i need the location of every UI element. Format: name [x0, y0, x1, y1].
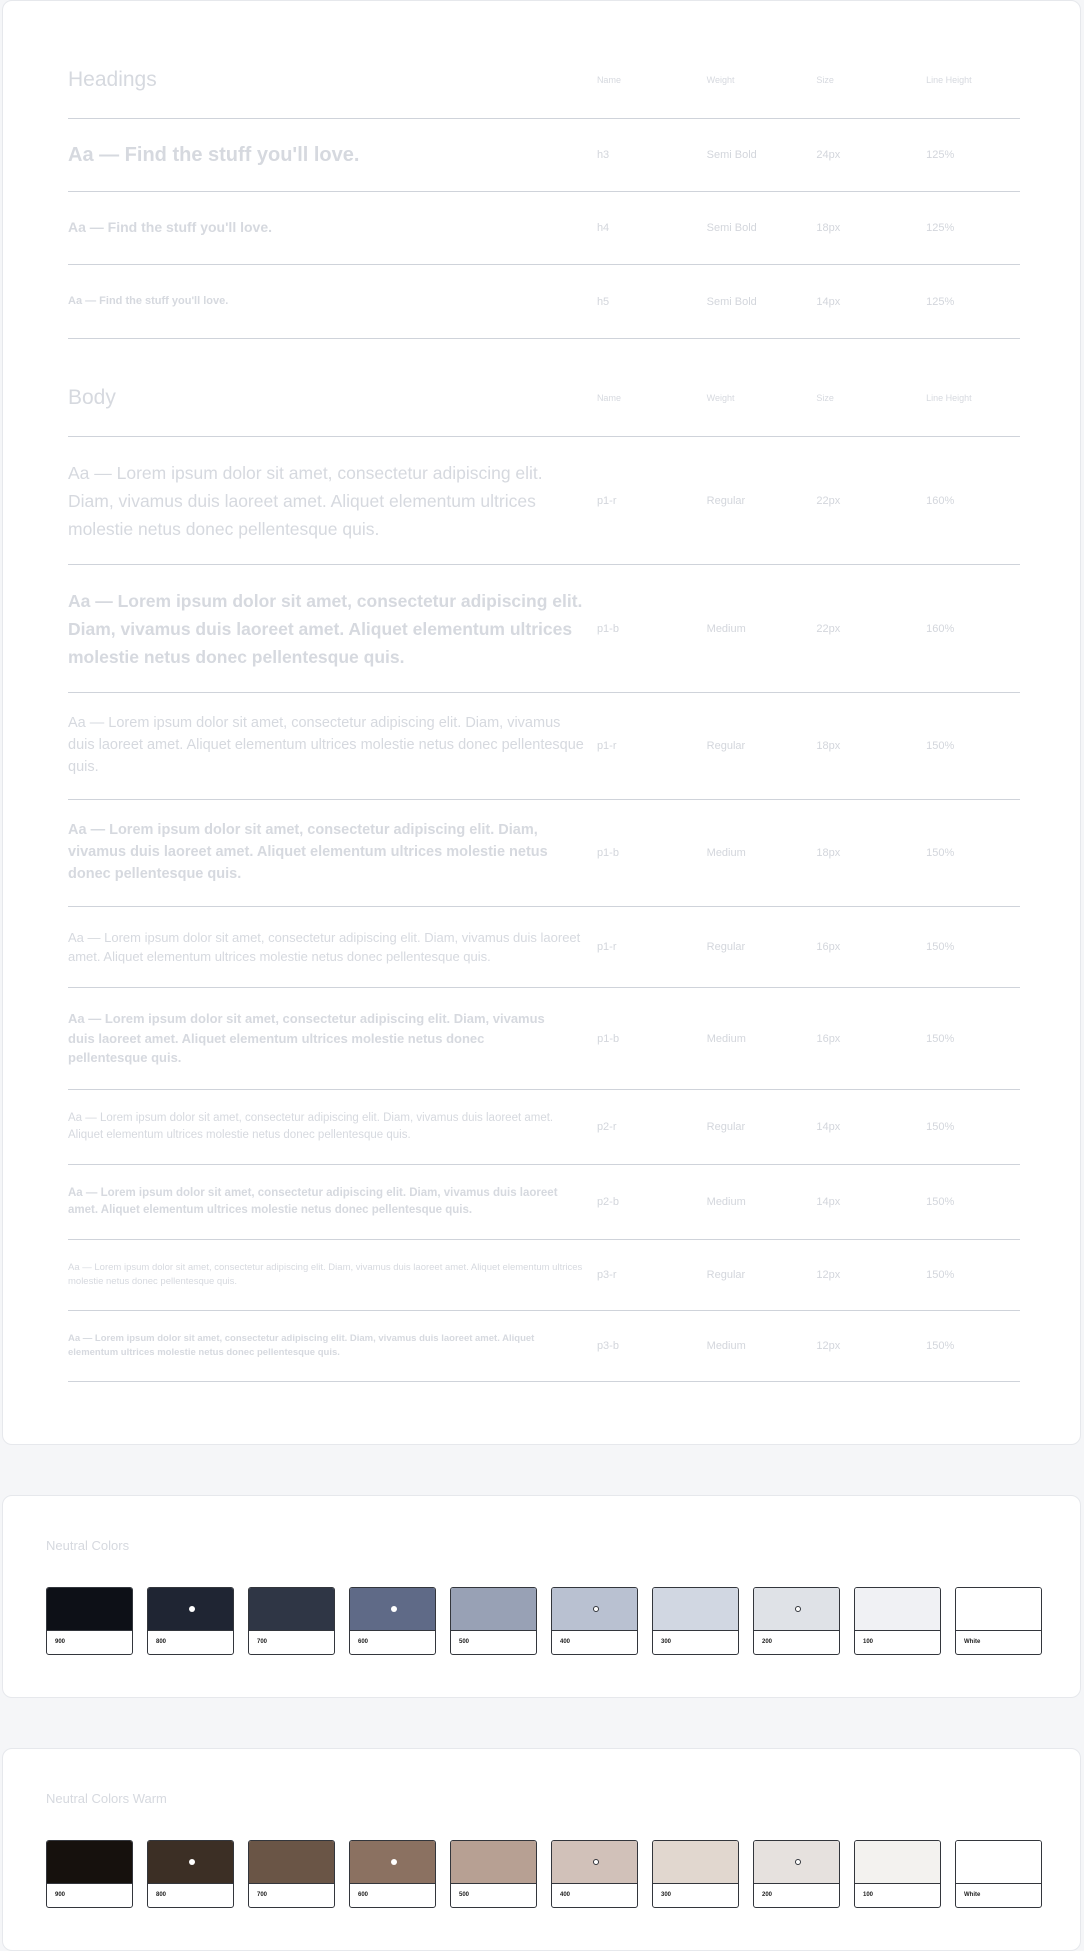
selected-dot-icon [795, 1859, 801, 1865]
type-sample: Aa — Lorem ipsum dolor sit amet, consectetur adipiscing elit. Diam, vivamus duis laoreet amet. Aliquet elementum ultrices molestie netus donec pellentesque quis. [68, 1111, 554, 1141]
type-name: p1-b [596, 847, 619, 859]
color-swatch[interactable] [854, 1587, 941, 1655]
type-line-height: 150% [926, 1340, 955, 1352]
typography-card [2, 0, 1081, 1445]
type-name: p1-r [596, 941, 617, 953]
selected-dot-icon [391, 1859, 397, 1865]
column-header: Name [596, 392, 621, 403]
type-weight: Regular [706, 1121, 746, 1133]
type-name: p3-r [596, 1269, 617, 1281]
swatch-fill [47, 1841, 132, 1884]
palette-title: Neutral Colors [46, 1538, 130, 1553]
color-swatch[interactable] [147, 1587, 234, 1655]
swatch-fill [653, 1588, 738, 1631]
type-weight: Regular [706, 740, 746, 752]
swatch-fill [653, 1841, 738, 1884]
type-name: p1-b [596, 622, 619, 635]
type-row [68, 192, 1020, 265]
color-swatch[interactable] [46, 1587, 133, 1655]
color-swatch[interactable] [753, 1587, 840, 1655]
type-weight: Semi Bold [706, 295, 757, 308]
swatch-label: 600 [358, 1639, 369, 1645]
swatch-label: 500 [459, 1639, 470, 1645]
type-name: p2-b [596, 1196, 619, 1208]
color-swatch[interactable] [955, 1840, 1042, 1908]
column-header: Size [816, 392, 834, 403]
swatch-fill [148, 1841, 233, 1884]
color-swatch[interactable] [652, 1587, 739, 1655]
type-sample: Aa — Lorem ipsum dolor sit amet, consectetur adipiscing elit. Diam, vivamus duis laoreet amet. Aliquet elementum ultrices molestie netus donec pellentesque quis. [68, 1332, 535, 1358]
type-size: 24px [816, 149, 841, 161]
type-line-height: 160% [926, 494, 955, 507]
type-line-height: 150% [926, 1196, 955, 1208]
color-swatch[interactable] [248, 1840, 335, 1908]
column-header: Size [816, 74, 834, 85]
selected-dot-icon [593, 1859, 599, 1865]
swatch-fill [47, 1588, 132, 1631]
section-header [68, 41, 1020, 119]
type-size: 14px [816, 1196, 841, 1208]
swatch-label: 300 [661, 1639, 672, 1645]
color-swatch[interactable] [450, 1587, 537, 1655]
swatch-label: 400 [560, 1892, 571, 1898]
type-size: 14px [816, 1121, 841, 1133]
swatch-label: 700 [257, 1639, 268, 1645]
swatch-label: 500 [459, 1892, 470, 1898]
swatch-fill [451, 1588, 536, 1631]
type-row [68, 693, 1020, 800]
color-swatch[interactable] [349, 1840, 436, 1908]
type-line-height: 125% [926, 295, 955, 308]
type-size: 16px [816, 941, 841, 953]
swatch-fill [754, 1588, 839, 1631]
color-swatch[interactable] [551, 1840, 638, 1908]
type-weight: Regular [706, 1269, 746, 1281]
swatch-label: 200 [762, 1892, 773, 1898]
type-line-height: 150% [926, 740, 955, 752]
type-size: 18px [816, 847, 841, 859]
type-name: p1-r [596, 740, 617, 752]
selected-dot-icon [391, 1606, 397, 1612]
type-line-height: 150% [926, 1032, 955, 1045]
type-sample: Aa — Find the stuff you'll love. [68, 219, 273, 236]
color-swatch[interactable] [46, 1840, 133, 1908]
column-header: Line Height [926, 74, 972, 85]
column-header: Weight [706, 74, 735, 85]
type-line-height: 125% [926, 149, 955, 161]
palette-title: Neutral Colors Warm [46, 1791, 167, 1806]
section-header [68, 359, 1020, 437]
section-title: Headings [68, 67, 157, 91]
color-swatch[interactable] [955, 1587, 1042, 1655]
swatch-fill [754, 1841, 839, 1884]
type-name: p1-r [596, 494, 617, 507]
neutral-colors-card [2, 1495, 1081, 1698]
type-weight: Medium [706, 1032, 746, 1045]
swatch-label: White [964, 1892, 981, 1898]
swatch-label: 800 [156, 1639, 167, 1645]
type-weight: Semi Bold [706, 149, 757, 161]
type-weight: Regular [706, 941, 746, 953]
type-sample: Aa — Lorem ipsum dolor sit amet, consectetur adipiscing elit. Diam, vivamus duis laoreet amet. Aliquet elementum ultrices molestie netus donec pellentesque quis. [68, 1261, 583, 1287]
column-header: Line Height [926, 392, 972, 403]
headings-section [68, 41, 1020, 339]
type-row [68, 565, 1020, 693]
selected-dot-icon [795, 1606, 801, 1612]
swatch-label: 600 [358, 1892, 369, 1898]
type-sample: Aa — Find the stuff you'll love. [68, 143, 360, 166]
type-row [68, 988, 1020, 1090]
type-line-height: 150% [926, 1269, 955, 1281]
type-size: 12px [816, 1269, 841, 1281]
type-sample: Aa — Lorem ipsum dolor sit amet, consectetur adipiscing elit. Diam, vivamus duis laoreet amet. Aliquet elementum ultrices molestie netus donec pellentesque quis. [68, 715, 584, 775]
type-name: p3-b [596, 1340, 619, 1352]
swatch-label: 900 [55, 1892, 66, 1898]
color-swatch[interactable] [753, 1840, 840, 1908]
type-row [68, 1090, 1020, 1165]
type-line-height: 150% [926, 1121, 955, 1133]
type-row [68, 119, 1020, 192]
swatch-label: 100 [863, 1892, 874, 1898]
selected-dot-icon [189, 1859, 195, 1865]
type-line-height: 150% [926, 941, 955, 953]
swatch-label: White [964, 1639, 981, 1645]
swatch-fill [148, 1588, 233, 1631]
type-size: 16px [816, 1032, 841, 1045]
type-name: h4 [596, 222, 610, 234]
swatch-fill [552, 1588, 637, 1631]
type-name: h3 [596, 149, 610, 161]
type-size: 12px [816, 1340, 841, 1352]
type-row [68, 1311, 1020, 1382]
swatch-fill [350, 1588, 435, 1631]
selected-dot-icon [593, 1606, 599, 1612]
type-line-height: 160% [926, 622, 955, 635]
swatch-label: 900 [55, 1639, 66, 1645]
swatch-label: 100 [863, 1639, 874, 1645]
type-sample: Aa — Lorem ipsum dolor sit amet, consectetur adipiscing elit. Diam, vivamus duis laoreet amet. Aliquet elementum ultrices molestie netus donec pellentesque quis. [68, 590, 583, 667]
swatch-fill [350, 1841, 435, 1884]
color-swatch[interactable] [147, 1840, 234, 1908]
type-line-height: 125% [926, 222, 955, 234]
type-sample: Aa — Lorem ipsum dolor sit amet, consectetur adipiscing elit. Diam, vivamus duis laoreet amet. Aliquet elementum ultrices molestie netus donec pellentesque quis. [68, 929, 581, 964]
swatch-label: 300 [661, 1892, 672, 1898]
type-sample: Aa — Find the stuff you'll love. [68, 294, 229, 307]
type-name: p1-b [597, 1032, 620, 1045]
type-sample: Aa — Lorem ipsum dolor sit amet, consectetur adipiscing elit. Diam, vivamus duis laoreet amet. Aliquet elementum ultrices molestie netus donec pellentesque quis. [68, 462, 543, 539]
swatch-fill [855, 1841, 940, 1884]
type-weight: Medium [706, 622, 746, 635]
neutral-colors-warm-card [2, 1748, 1081, 1951]
type-row [68, 265, 1020, 339]
column-header: Name [596, 74, 621, 85]
type-row [68, 800, 1020, 907]
type-weight: Medium [706, 1196, 746, 1208]
type-sample: Aa — Lorem ipsum dolor sit amet, consectetur adipiscing elit. Diam, vivamus duis laoreet amet. Aliquet elementum ultrices molestie netus donec pellentesque quis. [68, 1011, 545, 1066]
selected-dot-icon [189, 1606, 195, 1612]
color-swatch[interactable] [349, 1587, 436, 1655]
type-size: 18px [816, 222, 841, 234]
body-section [68, 359, 1020, 1382]
type-line-height: 150% [926, 847, 955, 859]
type-sample: Aa — Lorem ipsum dolor sit amet, consectetur adipiscing elit. Diam, vivamus duis laoreet amet. Aliquet elementum ultrices molestie netus donec pellentesque quis. [68, 822, 548, 882]
type-sample: Aa — Lorem ipsum dolor sit amet, consectetur adipiscing elit. Diam, vivamus duis laoreet amet. Aliquet elementum ultrices molestie netus donec pellentesque quis. [68, 1186, 558, 1216]
swatch-label: 700 [257, 1892, 268, 1898]
section-title: Body [68, 385, 116, 409]
type-weight: Semi Bold [706, 222, 757, 234]
type-size: 18px [816, 740, 841, 752]
type-name: p2-r [596, 1121, 617, 1133]
type-size: 14px [816, 295, 841, 308]
color-swatch[interactable] [652, 1840, 739, 1908]
swatch-fill [956, 1588, 1041, 1631]
swatch-fill [855, 1588, 940, 1631]
type-weight: Regular [706, 494, 746, 507]
type-row [68, 1240, 1020, 1311]
type-size: 22px [816, 494, 841, 507]
column-header: Weight [706, 392, 735, 403]
type-row [68, 1165, 1020, 1240]
color-swatch[interactable] [248, 1587, 335, 1655]
color-swatch[interactable] [450, 1840, 537, 1908]
swatch-fill [249, 1588, 334, 1631]
type-row [68, 907, 1020, 988]
swatch-fill [552, 1841, 637, 1884]
type-row [68, 437, 1020, 565]
swatch-row [46, 1587, 1042, 1655]
swatch-label: 800 [156, 1892, 167, 1898]
swatch-fill [249, 1841, 334, 1884]
swatch-fill [956, 1841, 1041, 1884]
swatch-row [46, 1840, 1042, 1908]
type-size: 22px [816, 622, 841, 635]
swatch-label: 200 [762, 1639, 773, 1645]
swatch-fill [451, 1841, 536, 1884]
swatch-label: 400 [560, 1639, 571, 1645]
type-weight: Medium [706, 1340, 746, 1352]
color-swatch[interactable] [551, 1587, 638, 1655]
type-weight: Medium [706, 847, 746, 859]
color-swatch[interactable] [854, 1840, 941, 1908]
type-name: h5 [596, 295, 610, 308]
